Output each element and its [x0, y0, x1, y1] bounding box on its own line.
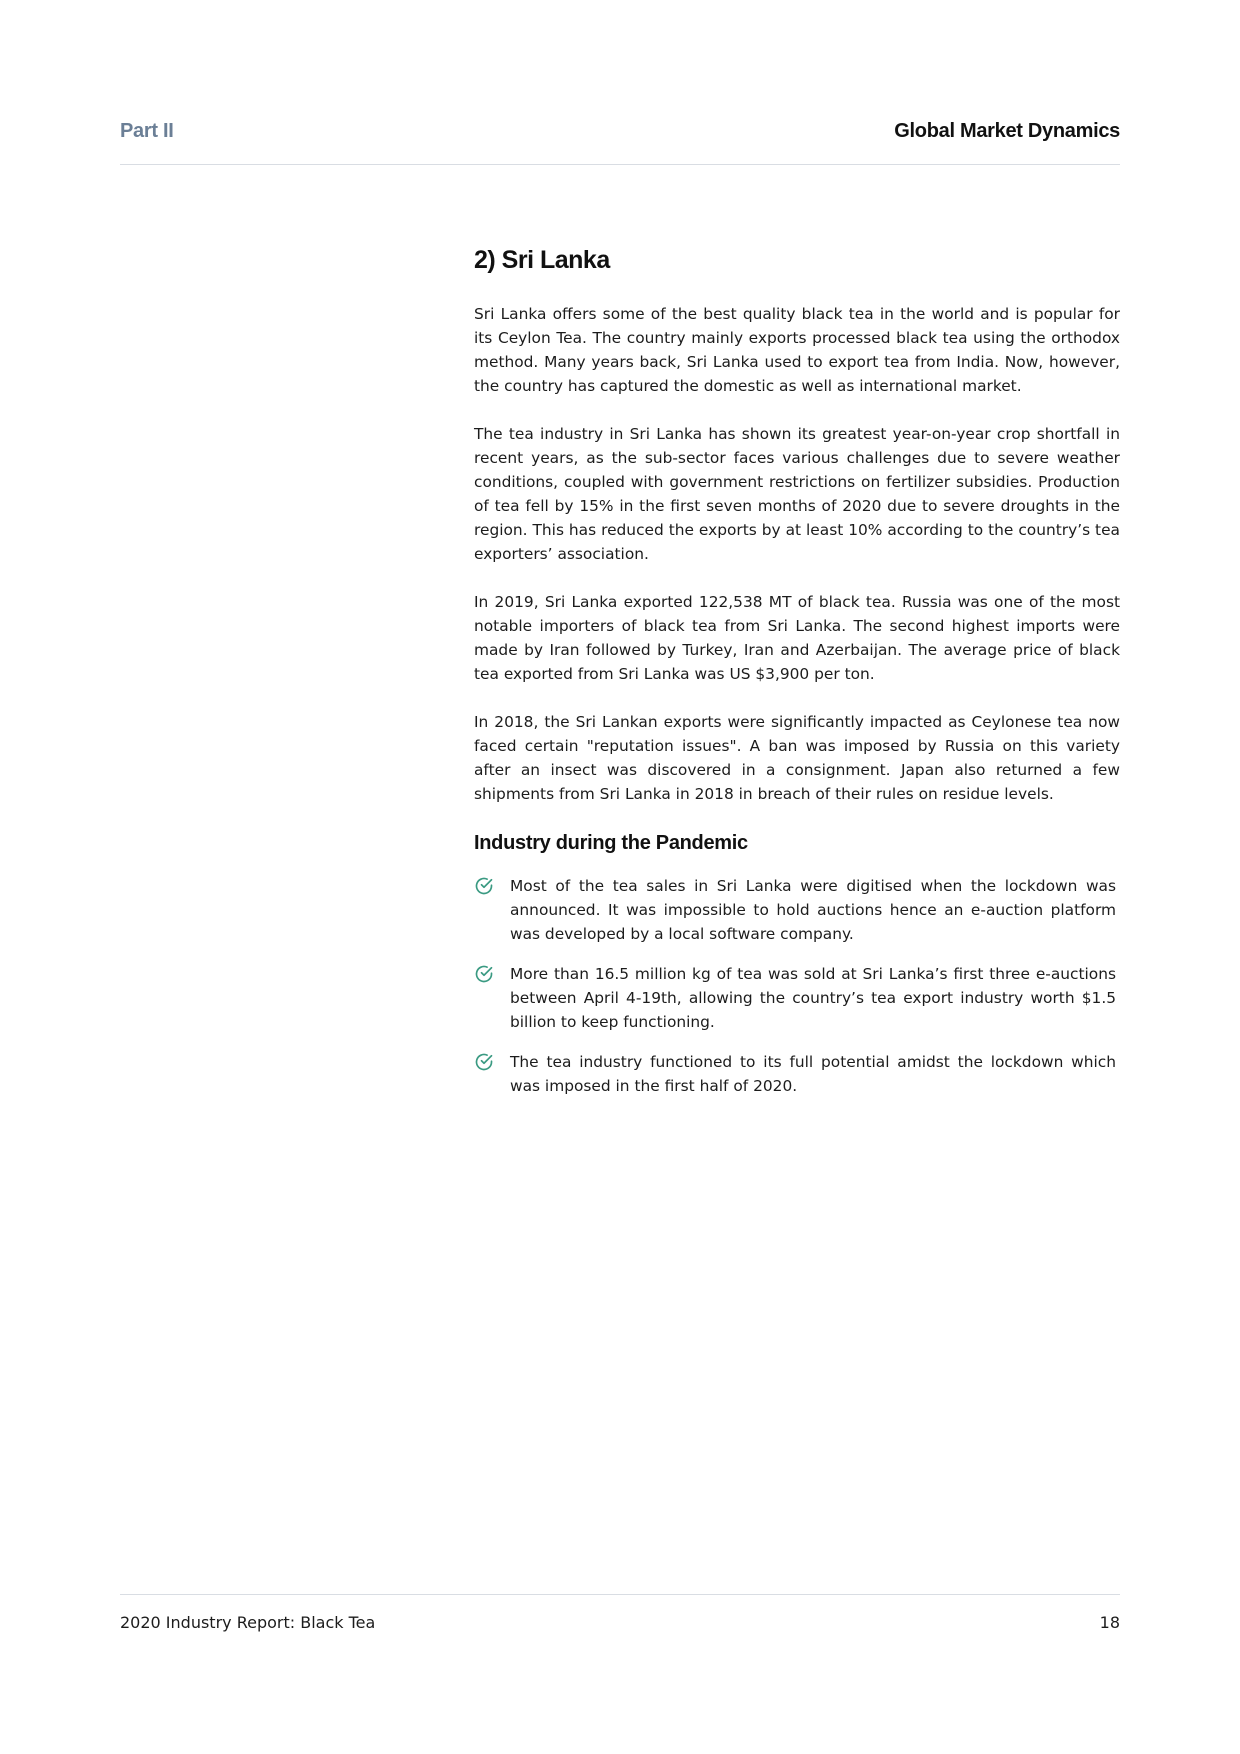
- main-content: [474, 244, 1120, 1114]
- bullet-text: The tea industry functioned to its full potential amidst the lockdown which was imposed in the first half of 2020.: [510, 1053, 1116, 1095]
- running-footer: [120, 1594, 1120, 1645]
- part-label: Part II: [120, 120, 174, 142]
- bullet-text: Most of the tea sales in Sri Lanka were digitised when the lockdown was announced. It was impossible to hold auctions hence an e-auction platform was developed by a local software company.: [510, 877, 1116, 943]
- bullet-text: More than 16.5 million kg of tea was sold at Sri Lanka’s first three e-auctions between April 4-19th, allowing the country’s tea export industry worth $1.5 billion to keep functioning.: [510, 965, 1116, 1031]
- subheading-pandemic: Industry during the Pandemic: [474, 832, 748, 854]
- paragraph-exports-2019: In 2019, Sri Lanka exported 122,538 MT of black tea. Russia was one of the most notable importers of black tea from Sri Lanka. The second highest imports were made by Iran followed by Turkey, Iran and Azerbaijan. The average price of black tea exported from Sri Lanka was US $3,900 per ton.: [474, 593, 1120, 683]
- check-circle-icon: [474, 1052, 494, 1072]
- list-item: [474, 1050, 1120, 1098]
- list-item: [474, 874, 1120, 946]
- running-header: [120, 120, 1120, 165]
- paragraph-intro: Sri Lanka offers some of the best quality black tea in the world and is popular for its Ceylon Tea. The country mainly exports processed black tea using the orthodox method. Many years back, Sri Lanka used to export tea from India. Now, however, the country has captured the domestic as well as international market.: [474, 305, 1120, 395]
- list-item: [474, 962, 1120, 1034]
- paragraph-exports-2018: In 2018, the Sri Lankan exports were significantly impacted as Ceylonese tea now faced certain "reputation issues". A ban was imposed by Russia on this variety after an insect was discovered in a consignment. Japan also returned a few shipments from Sri Lanka in 2018 in breach of their rules on residue levels.: [474, 713, 1120, 803]
- check-circle-icon: [474, 964, 494, 984]
- pandemic-bullet-list: [474, 874, 1120, 1098]
- page-title: 2) Sri Lanka: [474, 246, 610, 274]
- report-title: 2020 Industry Report: Black Tea: [120, 1613, 376, 1632]
- page-number: 18: [1099, 1613, 1120, 1632]
- paragraph-crop-shortfall: The tea industry in Sri Lanka has shown its greatest year-on-year crop shortfall in recent years, as the sub-sector faces various challenges due to severe weather conditions, coupled with government restrictions on fertilizer subsidies. Production of tea fell by 15% in the first seven months of 2020 due to severe droughts in the region. This has reduced the exports by at least 10% according to the country’s tea exporters’ association.: [474, 425, 1120, 563]
- check-circle-icon: [474, 876, 494, 896]
- section-title: Global Market Dynamics: [894, 120, 1120, 142]
